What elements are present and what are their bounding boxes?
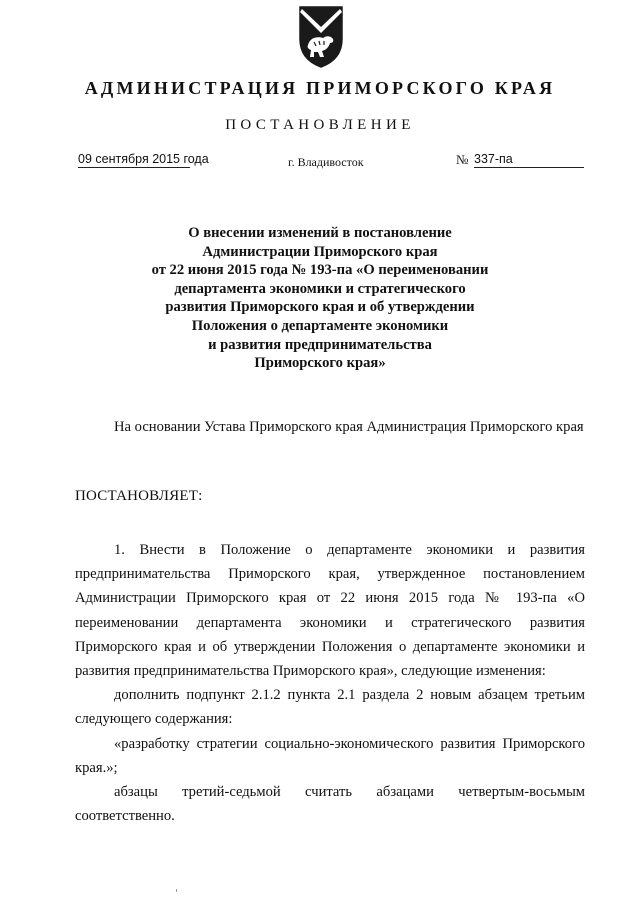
document-heading: [120, 224, 520, 373]
basis-paragraph: На основании Устава Приморского края Администрация Приморского края: [114, 419, 584, 435]
heading-line: и развития предпринимательства: [208, 336, 432, 353]
decree-body: [75, 538, 585, 828]
organization-title: АДМИНИСТРАЦИЯ ПРИМОРСКОГО КРАЯ: [84, 78, 556, 98]
heading-line: развития Приморского края и об утверждении: [165, 299, 475, 316]
heading-line: департамента экономики и стратегического: [174, 280, 466, 297]
document-type: ПОСТАНОВЛЕНИЕ: [225, 117, 415, 133]
document-date: 09 сентября 2015 года: [78, 152, 209, 166]
body-paragraph: «разработку стратегии социально-экономического развития Приморского края.»;: [75, 735, 585, 776]
scan-mark: [176, 889, 177, 892]
heading-line: О внесении изменений в постановление: [188, 225, 452, 241]
body-paragraph: дополнить подпункт 2.1.2 пункта 2.1 раздела 2 новым абзацем третьим следующего содержания:: [75, 687, 585, 728]
body-paragraph: 1. Внести в Положение о департаменте экономики и развития предпринимательства Приморского края, утвержденное постановлением Администрации Приморского края от 22 июня 2015 года № 193-па «О переименовании департамента экономики и стратегического развития Приморского края и об утверждении Положения о департаменте экономики и развития предпринимательства Приморского края», следующие изменения:: [75, 542, 585, 680]
document-city: г. Владивосток: [288, 155, 364, 169]
decree-word: ПОСТАНОВЛЯЕТ:: [75, 488, 203, 504]
heading-line: от 22 июня 2015 года № 193-па «О переименовании: [151, 262, 489, 279]
heading-line: Администрации Приморского края: [202, 243, 438, 260]
number-sign: №: [456, 152, 469, 167]
heading-line: Приморского края»: [254, 355, 386, 372]
primorsky-coat-of-arms-icon: [296, 5, 346, 69]
heading-line: Положения о департаменте экономики: [191, 317, 449, 334]
document-number: 337-па: [474, 152, 584, 168]
body-paragraph: абзацы третий-седьмой считать абзацами четвертым-восьмым соответственно.: [75, 784, 585, 825]
